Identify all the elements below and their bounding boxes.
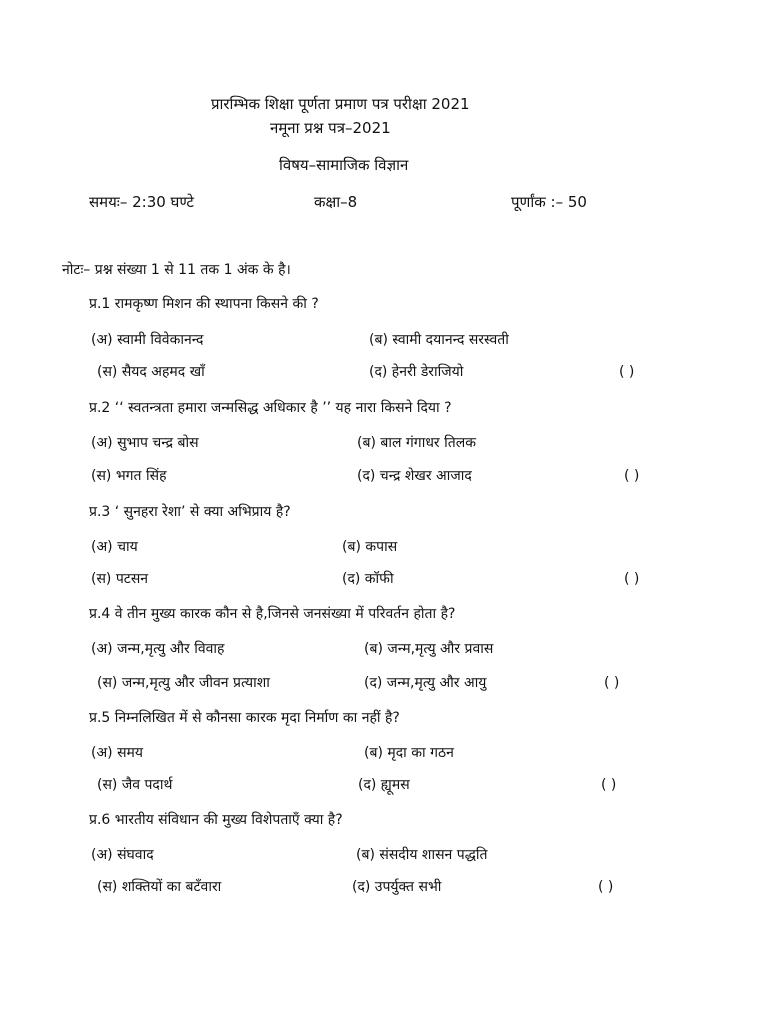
q3-option-d: (द) कॉफी (342, 571, 394, 587)
q1-option-a: (अ) स्वामी विवेकानन्द (91, 332, 204, 348)
q1-option-d: (द) हेनरी डेराजियो (369, 364, 464, 380)
exam-time: समयः– 2:30 घण्टे (89, 193, 194, 211)
q6-option-c: (स) शक्तियों का बटँवारा (97, 879, 222, 895)
subject-title: विषय–सामाजिक विज्ञान (279, 156, 409, 174)
sample-paper-title: नमूना प्रश्न पत्र–2021 (270, 119, 391, 137)
question-6: प्र.6 भारतीय संविधान की मुख्य विशेपताएँ क्या है? (89, 812, 343, 828)
q1-option-c: (स) सैयद अहमद खाँ (97, 364, 205, 380)
q4-option-b: (ब) जन्म,मृत्यु और प्रवास (364, 641, 494, 657)
q3-option-a: (अ) चाय (91, 539, 138, 555)
q6-option-b: (ब) संसदीय शासन पद्धति (356, 847, 488, 863)
q2-option-c: (स) भगत सिंह (91, 468, 167, 484)
q1-option-b: (ब) स्वामी दयानन्द सरस्वती (369, 332, 509, 348)
q6-answer-box: ( ) (598, 879, 614, 895)
q2-option-a: (अ) सुभाप चन्द्र बोस (91, 435, 199, 451)
exam-class: कक्षा–8 (314, 193, 358, 211)
q4-option-c: (स) जन्म,मृत्यु और जीवन प्रत्याशा (97, 675, 270, 691)
exam-title: प्रारम्भिक शिक्षा पूर्णता प्रमाण पत्र परीक्षा 2021 (211, 95, 470, 113)
q5-option-a: (अ) समय (91, 745, 144, 761)
q5-option-c: (स) जैव पदार्थ (97, 777, 173, 793)
q5-answer-box: ( ) (601, 777, 617, 793)
q2-answer-box: ( ) (624, 468, 640, 484)
q2-option-d: (द) चन्द्र शेखर आजाद (357, 468, 472, 484)
question-4: प्र.4 वे तीन मुख्य कारक कौन से है,जिनसे जनसंख्या में परिवर्तन होता है? (89, 606, 456, 622)
q4-option-d: (द) जन्म,मृत्यु और आयु (364, 675, 487, 691)
q4-option-a: (अ) जन्म,मृत्यु और विवाह (91, 641, 225, 657)
q5-option-b: (ब) मृदा का गठन (364, 745, 454, 761)
question-3: प्र.3 ‘ सुनहरा रेशा’ से क्या अभिप्राय है? (89, 504, 291, 520)
exam-note: नोटः– प्रश्न संख्या 1 से 11 तक 1 अंक के है। (62, 262, 291, 278)
exam-max-marks: पूर्णांक :– 50 (511, 193, 587, 211)
question-2: प्र.2 ‘‘ स्वतन्त्रता हमारा जन्मसिद्ध अधिकार है ’’ यह नारा किसने दिया ? (89, 400, 452, 416)
q4-answer-box: ( ) (604, 675, 620, 691)
q1-answer-box: ( ) (619, 364, 635, 380)
q6-option-a: (अ) संघवाद (91, 847, 154, 863)
q3-answer-box: ( ) (624, 571, 640, 587)
question-1: प्र.1 रामकृष्ण मिशन की स्थापना किसने की ? (89, 296, 319, 312)
q5-option-d: (द) ह्यूमस (358, 777, 410, 793)
q3-option-c: (स) पटसन (91, 571, 149, 587)
q2-option-b: (ब) बाल गंगाधर तिलक (357, 435, 476, 451)
q6-option-d: (द) उपर्युक्त सभी (352, 879, 442, 895)
question-5: प्र.5 निम्नलिखित में से कौनसा कारक मृदा निर्माण का नहीं है? (89, 710, 400, 726)
q3-option-b: (ब) कपास (342, 539, 398, 555)
